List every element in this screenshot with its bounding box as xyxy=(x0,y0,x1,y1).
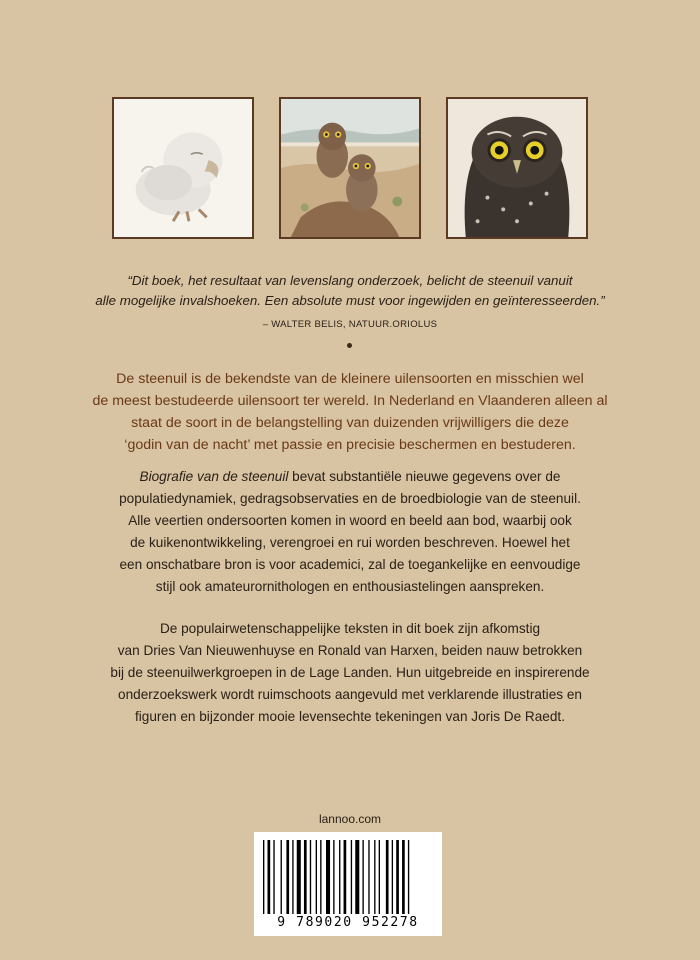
intro-line: De steenuil is de bekendste van de kleinere uilensoorten en misschien wel xyxy=(116,371,584,387)
owl-pair-illustration xyxy=(279,97,421,239)
barcode-icon xyxy=(262,840,434,914)
authors-paragraph xyxy=(60,618,640,728)
description-line xyxy=(60,466,640,488)
authors-line: bij de steenuilwerkgroepen in de Lage Landen. Hun uitgebreide en inspirerende xyxy=(110,665,590,680)
intro-line: de meest bestudeerde uilensoort ter wereld. In Nederland en Vlaanderen alleen al xyxy=(92,393,608,409)
description-line: Alle veertien ondersoorten komen in woord en beeld aan bod, waarbij ook xyxy=(128,513,572,528)
separator-dot xyxy=(347,343,352,348)
description-paragraph xyxy=(60,466,640,598)
intro-line: ‘godin van de nacht’ met passie en precisie beschermen en bestuderen. xyxy=(124,437,576,453)
description-line: populatiedynamiek, gedragsobservaties en de broedbiologie van de steenuil. xyxy=(119,491,581,506)
description-line: de kuikenontwikkeling, verengroei en rui worden beschreven. Hoewel het xyxy=(130,535,570,550)
quote-line-2: alle mogelijke invalshoeken. Een absolute must voor ingewijden en geïnteresseerden.” xyxy=(95,293,605,308)
description-line: een onschatbare bron is voor academici, zal de toegankelijke en eenvoudige xyxy=(119,557,581,572)
authors-line: onderzoekswerk wordt ruimschoots aangevuld met verklarende illustraties en xyxy=(118,687,582,702)
quote-attribution: – WALTER BELIS, NATUUR.ORIOLUS xyxy=(262,319,438,330)
authors-line: figuren en bijzonder mooie levensechte tekeningen van Joris De Raedt. xyxy=(135,709,565,724)
owl-pair-icon xyxy=(281,99,419,237)
book-title: Biografie van de steenuil xyxy=(139,469,289,484)
review-quote xyxy=(60,271,640,311)
intro-paragraph xyxy=(60,368,640,456)
owl-portrait-icon xyxy=(448,99,586,237)
isbn-barcode xyxy=(254,832,442,936)
description-line-rest: bevat substantiële nieuwe gegevens over de xyxy=(288,469,561,484)
illustration-row xyxy=(112,97,588,241)
description-line: stijl ook amateurornithologen en enthousiastelingen aanspreken. xyxy=(155,579,545,594)
publisher-url: lannoo.com xyxy=(318,812,382,826)
owl-portrait-illustration xyxy=(446,97,588,239)
owl-chick-illustration xyxy=(112,97,254,239)
quote-line-1: “Dit boek, het resultaat van levenslang onderzoek, belicht de steenuil vanuit xyxy=(127,273,573,288)
intro-line: staat de soort in de belangstelling van duizenden vrijwilligers die deze xyxy=(131,415,569,431)
authors-line: van Dries Van Nieuwenhuyse en Ronald van Harxen, beiden nauw betrokken xyxy=(117,643,583,658)
authors-line: De populairwetenschappelijke teksten in dit boek zijn afkomstig xyxy=(159,621,541,636)
owl-chick-icon xyxy=(114,99,252,237)
isbn-number: 9 789020 952278 xyxy=(277,915,419,930)
